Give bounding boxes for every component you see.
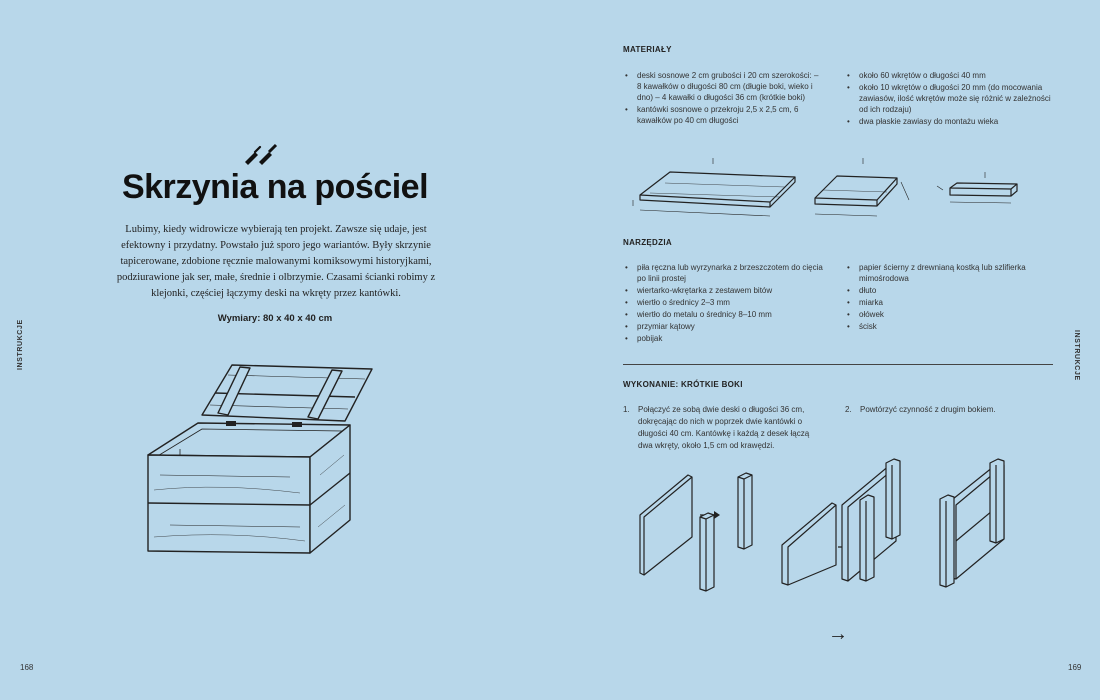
- next-page-arrow: →: [828, 623, 848, 645]
- list-item: • kantówki sosnowe o przekroju 2,5 x 2,5 cm, 6 kawałków po 40 cm długości: [625, 105, 799, 125]
- step-text: Połączyć ze sobą dwie deski o długości 36 cm, dokręcając do nich w poprzek dwie kantówki o długości 40 cm. Kantówkę i każdą z desek łączą dwa wkręty, około 1,5 cm od krawędzi.: [638, 405, 810, 450]
- list-item: • około 60 wkrętów o długości 40 mm: [847, 71, 986, 80]
- step-1: [623, 404, 813, 452]
- step-text: Powtórzyć czynność z drugim bokiem.: [860, 405, 996, 414]
- page-number-right: 169: [1068, 663, 1082, 672]
- step-2: [845, 404, 1045, 416]
- page-number-left: 168: [20, 663, 34, 672]
- list-item: • wiertarko-wkrętarka z zestawem bitów: [625, 286, 773, 295]
- list-item: • dwa płaskie zawiasy do montażu wieka: [847, 117, 999, 126]
- step-number: 2.: [845, 405, 852, 414]
- list-item: • ołówek: [847, 310, 884, 319]
- execution-heading: WYKONANIE: KRÓTKIE BOKI: [623, 380, 743, 389]
- assembly-illustration: [630, 455, 1020, 595]
- page-title: Skrzynia na pościel: [121, 168, 429, 206]
- section-divider: [623, 364, 1053, 365]
- list-item: • miarka: [847, 298, 884, 307]
- list-item: • dłuto: [847, 286, 877, 295]
- side-tab-right: INSTRUKCJE: [1073, 330, 1080, 381]
- chisel-icon: [259, 145, 276, 165]
- screwdriver-icon: [245, 147, 260, 165]
- boards-illustration: [625, 150, 1035, 225]
- list-item: • około 10 wkrętów o długości 20 mm (do mocowania zawiasów, ilość wkrętów może się różnić w zależności od ich rodzaju): [847, 83, 1051, 114]
- list-item: • wiertło do metalu o średnicy 8–10 mm: [625, 310, 772, 319]
- materials-list-1: [623, 70, 823, 127]
- dimensions-label: Wymiary: 80 x 40 x 40 cm: [217, 313, 333, 324]
- tools-list-2: [845, 262, 1045, 333]
- materials-list-2: [845, 70, 1055, 128]
- list-item: • pobijak: [625, 334, 663, 343]
- list-item: • przymiar kątowy: [625, 322, 695, 331]
- intro-paragraph: Lubimy, kiedy widrowicze wybierają ten projekt. Zawsze się udaje, jest efektowny i przydatny. Powstało już sporo jego wariantów. Były skrzynie tapicerowane, zdobione ręcznie malowanymi komiksowymi historyjkami, podziurawione jak ser, małe, średnie i olbrzymie. Czasami ścianki robimy z klejonki, częściej łączymy deski na wkręty przez kantówki.: [116, 224, 436, 299]
- chest-illustration: [140, 355, 380, 565]
- list-item: • papier ścierny z drewnianą kostką lub szlifierka mimośrodowa: [847, 263, 1026, 283]
- tools-heading: NARZĘDZIA: [623, 238, 672, 247]
- step-number: 1.: [623, 405, 630, 414]
- list-item: • ścisk: [847, 322, 877, 331]
- list-item: • deski sosnowe 2 cm grubości i 20 cm szerokości: – 8 kawałków o długości 80 cm (długie boki, wieko i dno) – 4 kawałki o długości 36 cm (krótkie boki): [625, 71, 819, 102]
- materials-heading: MATERIAŁY: [623, 45, 672, 54]
- list-item: • piła ręczna lub wyrzynarka z brzeszczotem do cięcia po linii prostej: [625, 263, 823, 283]
- side-tab-left: INSTRUKCJE: [17, 319, 24, 370]
- tools-icon: [243, 143, 279, 165]
- tools-list-1: [623, 262, 833, 345]
- list-item: • wiertło o średnicy 2–3 mm: [625, 298, 730, 307]
